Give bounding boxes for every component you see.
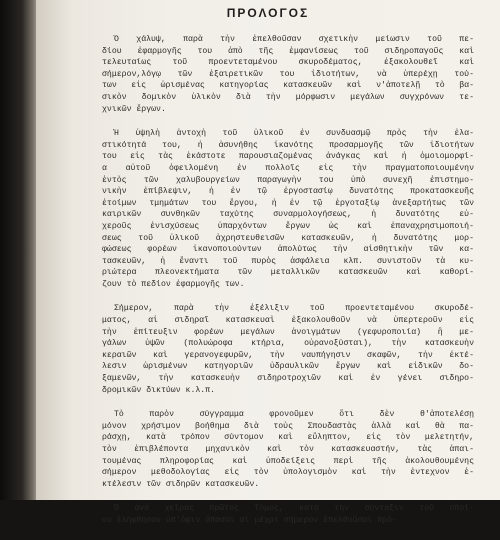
paragraph: [102, 128, 474, 290]
text-line: τὴν ἐπίτευξιν φορέων μεγάλων ἀνοιγμάτων (γεφυροποιία) ἢ με-: [102, 327, 474, 337]
body-text: [102, 34, 474, 540]
text-line: σεως τοῦ ὑλικοῦ ἀχρηστευθεισῶν κατασκευῶν, ἡ δυνατότης μορ-: [102, 233, 474, 243]
text-line: Ἡ ὑψηλὴ ἀντοχὴ τοῦ ὑλικοῦ ἐν συνδυασμῷ πρὸς τὴν ἐλα-: [114, 129, 474, 139]
text-line: σήμερον μεθοδολογίας εἰς τὸν ὑπολογισμὸν καὶ τὴν ἐντεχνον ἐ-: [102, 468, 474, 478]
text-line: νικὴν ἐπίβλεψιν, ἡ ἐν τῷ ἐργοστασίῳ δυνατότης προκατασκευῆς: [102, 187, 474, 197]
text-line: κεραιῶν καὶ γερανογεφυρῶν, τὴν ναυπήγησιν σκαφῶν, τὴν ἐκτέ-: [102, 350, 474, 360]
text-line: τουμένας πληροφορίας καὶ ὑποδείξεις περὶ τῆς ἀκολουθουμένης: [102, 456, 474, 466]
text-line: α αὐτοῦ ὀφειλομένη ἐν πολλοῖς εἰς τὴν πραγματοποιουμένην: [102, 163, 474, 173]
text-line: του εἰς τὰς ἑκάστοτε παρουσιαζομένας ἀνάγκας καὶ ἡ ὁμοιομορφί-: [102, 152, 474, 162]
text-line: γάλων ὑψῶν (πολυώροφα κτήρια, οὐρανοξύσται), τὴν κατασκευὴν: [102, 339, 474, 349]
text-line: χνικῶν ἔργων.: [102, 104, 166, 114]
paragraph: [102, 409, 474, 490]
text-line: μόνον χρήσιμον βοήθημα διὰ τοὺς Σπουδαστὰς ἀλλὰ καὶ θὰ πα-: [102, 421, 474, 431]
text-line: χεροῦς ἐνισχύσεως ὑπαρχόντων ἔργων ὡς καὶ ἐπαναχρησιμοποιή-: [102, 221, 474, 231]
text-line: τασκευῶν, ἡ ἔναντι τοῦ πυρὸς ἀσφάλεια κλπ. συνιστοῦν τὰ κυ-: [102, 256, 474, 266]
page-sheet: [36, 0, 500, 525]
text-line: φώσεως φορέων ἱκανοποιούντων ἀπολύτως τὴν αἰσθητικὴν τῶν κα-: [102, 245, 474, 255]
text-line: δίου ἐφαρμογῆς του ἀπὸ τῆς ἐμφανίσεως τοῦ σιδηροπαγοῦς καὶ: [102, 46, 474, 56]
text-line: ράσχῃ, κατὰ τρόπον σύντομον καὶ εὔληπτον, εἰς τὸν μελετητήν,: [102, 433, 474, 443]
paragraph: [102, 303, 474, 396]
text-line: σήμερον,λόγῳ τῶν ἐξαιρετικῶν του ἰδιοτήτων, νὰ ὑπερέχῃ τού-: [102, 69, 474, 79]
text-line: των εἰς ὡρισμένας κατηγορίας κατασκευῶν καὶ ν'ἀποτελῇ τὸ βα-: [102, 81, 474, 91]
text-line: καιρικῶν συνθηκῶν ταχύτης συναρμολογήσεως, ἡ δυνατότης εὐ-: [102, 210, 474, 220]
text-line: κτέλεσιν τῶν σιδηρῶν κατασκευῶν.: [102, 479, 260, 489]
text-line: ου ἐλήφθησαν ὑπ'ὄψιν ἅπασαι αἱ μέχρι σήμερον ἐπελθοῦσαι πρό-: [102, 515, 397, 525]
paragraph: [102, 34, 474, 115]
text-line: ζουν τὸ πεδίον ἐφαρμογῆς των.: [102, 279, 245, 289]
text-line: λεσιν ὡρισμένων κατηγοριῶν ὑδραυλικῶν ἔργων καὶ εἰδικῶν δο-: [102, 362, 474, 372]
text-line: δρομικῶν δικτύων κ.λ.π.: [102, 385, 216, 395]
text-line: τελευταίως τοῦ προεντεταμένου σκυροδέματος, ἐξακολουθεῖ καὶ: [102, 58, 474, 68]
text-line: ἐντὸς τῶν χαλυβουργείων παραγωγὴν του ὑπὸ συνεχῆ ἐπιστημο-: [102, 175, 474, 185]
text-line: Τὸ παρὸν σύγγραμμα φρονοῦμεν ὅτι δὲν θ'ἀποτελέσῃ: [114, 410, 474, 420]
text-line: σικὸν δομικὸν ὑλικὸν διὰ τὴν μόρφωσιν μεγάλων συγχρόνων τε-: [102, 92, 474, 102]
text-line: τὸν ἐπιβλέποντα μηχανικὸν καὶ τὸν κατασκευαστήν, τὰς ἀπαι-: [102, 445, 474, 454]
page-title: ΠΡΟΛΟΓΟΣ: [226, 6, 310, 20]
text-line: Ὁ ἀνὰ χεῖρας πρῶτος Τόμος, κατὰ τὴν σύνταξιν τοῦ ὁποί-: [114, 504, 474, 514]
paragraph: [102, 503, 474, 526]
text-line: ριώτερα πλεονεκτήματα τῶν μεταλλικῶν κατασκευῶν καὶ καθορί-: [102, 268, 474, 278]
text-line: ξαμενῶν, τὴν κατασκευὴν σιδηροτροχιῶν καὶ ἐν γένει σιδηρο-: [102, 374, 474, 384]
text-line: στικότητά του, ἡ ἀσυνήθης ἱκανότης προσαρμογῆς τῶν ἰδιοτήτων: [102, 140, 474, 150]
text-line: Ὁ χάλυψ, παρὰ τὴν ἐπελθοῦσαν σχετικὴν μείωσιν τοῦ πε-: [114, 35, 474, 44]
text-line: Σήμερον, παρὰ τὴν ἐξέλιξιν τοῦ προεντεταμένου σκυροδέ-: [114, 304, 474, 314]
book-gutter-shadow: [0, 0, 40, 500]
text-line: ἑτοίμων τμημάτων του ἔργου, ἡ ἐν τῷ ἐργοταξίῳ ἀνεξαρτήτως τῶν: [102, 198, 474, 208]
text-line: ματος, αἱ σιδηραῖ κατασκευαὶ ἐξακολουθοῦν νὰ ὑπερτεροῦν εἰς: [102, 316, 474, 326]
